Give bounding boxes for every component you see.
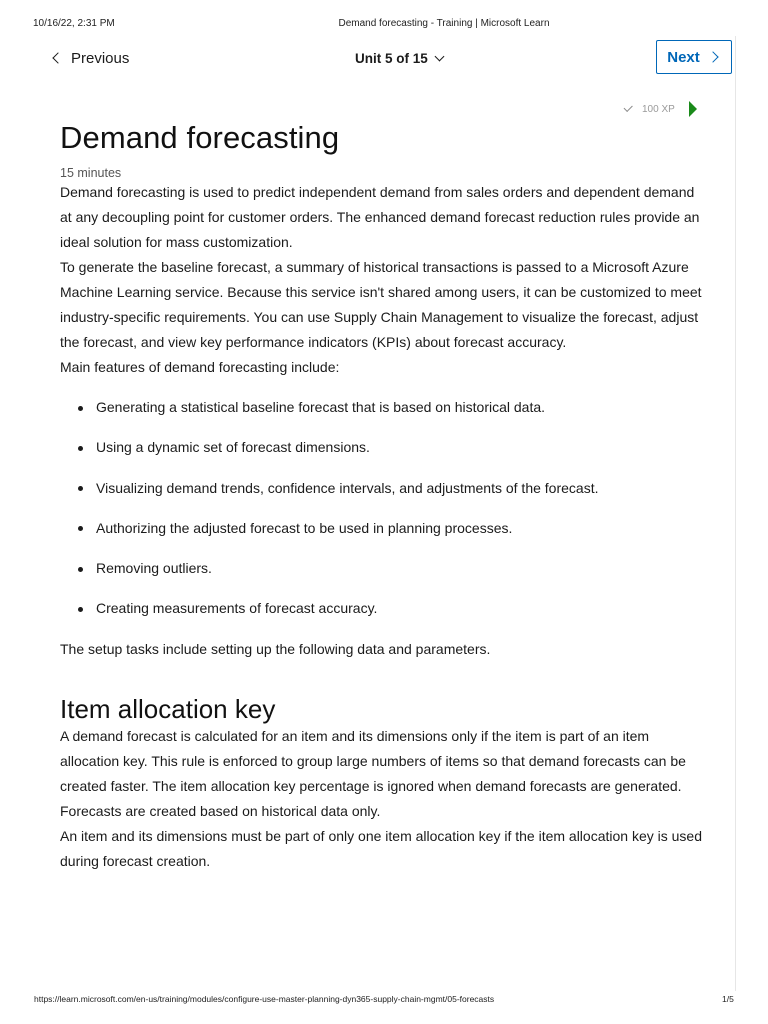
list-item: Removing outliers. xyxy=(78,556,708,581)
xp-indicator xyxy=(624,100,697,118)
previous-label: Previous xyxy=(71,49,130,67)
list-item: Generating a statistical baseline forecast that is based on historical data. xyxy=(78,395,708,420)
baseline-paragraph: To generate the baseline forecast, a summary of historical transactions is passed to a Microsoft Azure Machine Learning service. Because this service isn't shared among users, it can be customized to meet industry-specific requirements. You can use Supply Chain Management to visualize the forecast, adjust the forecast, and view key performance indicators (KPIs) about forecast accuracy. xyxy=(60,259,702,350)
print-url: https://learn.microsoft.com/en-us/training/modules/configure-use-master-planning-dyn365-supply-chain-mgmt/05-forecasts xyxy=(34,994,495,1004)
print-datetime: 10/16/22, 2:31 PM xyxy=(33,18,115,29)
features-list xyxy=(60,395,708,621)
setup-intro-paragraph: The setup tasks include setting up the following data and parameters. xyxy=(60,640,491,657)
section-paragraph: An item and its dimensions must be part of only one item allocation key if the item allocation key is used during forecast creation. xyxy=(60,827,702,869)
unit-navigation xyxy=(0,40,768,76)
list-item: Creating measurements of forecast accuracy. xyxy=(78,596,708,621)
intro-paragraph: Demand forecasting is used to predict independent demand from sales orders and dependent demand at any decoupling point for customer orders. The enhanced demand forecast reduction rules provide an ideal solution for mass customization. xyxy=(60,184,700,250)
features-intro: Main features of demand forecasting include: xyxy=(60,359,340,375)
next-button[interactable] xyxy=(656,40,732,74)
unit-selector[interactable] xyxy=(355,46,443,70)
xp-label: 100 XP xyxy=(642,103,675,115)
chevron-down-icon xyxy=(434,51,444,61)
article-content xyxy=(60,118,708,874)
chevron-left-icon xyxy=(52,52,63,63)
print-header xyxy=(0,18,768,32)
duration-label: 15 minutes xyxy=(60,166,122,180)
page-number: 1/5 xyxy=(722,994,734,1004)
play-icon[interactable] xyxy=(689,101,697,117)
previous-button[interactable] xyxy=(50,46,129,70)
section-paragraph: A demand forecast is calculated for an item and its dimensions only if the item is part of an item allocation key. This rule is enforced to group large numbers of items so that demand forecasts can be created faster. The item allocation key percentage is ignored when demand forecasts are generated. Forecasts are created based on historical data only. xyxy=(60,727,686,819)
section-heading: Item allocation key xyxy=(60,693,276,724)
check-icon xyxy=(624,103,633,112)
print-page-title: Demand forecasting - Training | Microsoft Learn xyxy=(338,18,550,29)
page-title: Demand forecasting xyxy=(60,120,340,155)
chevron-right-icon xyxy=(707,51,718,62)
print-footer xyxy=(0,994,768,1008)
list-item: Authorizing the adjusted forecast to be used in planning processes. xyxy=(78,516,708,541)
next-label: Next xyxy=(667,48,700,66)
unit-label: Unit 5 of 15 xyxy=(355,50,428,66)
list-item: Visualizing demand trends, confidence intervals, and adjustments of the forecast. xyxy=(78,476,708,501)
list-item: Using a dynamic set of forecast dimensions. xyxy=(78,435,708,460)
